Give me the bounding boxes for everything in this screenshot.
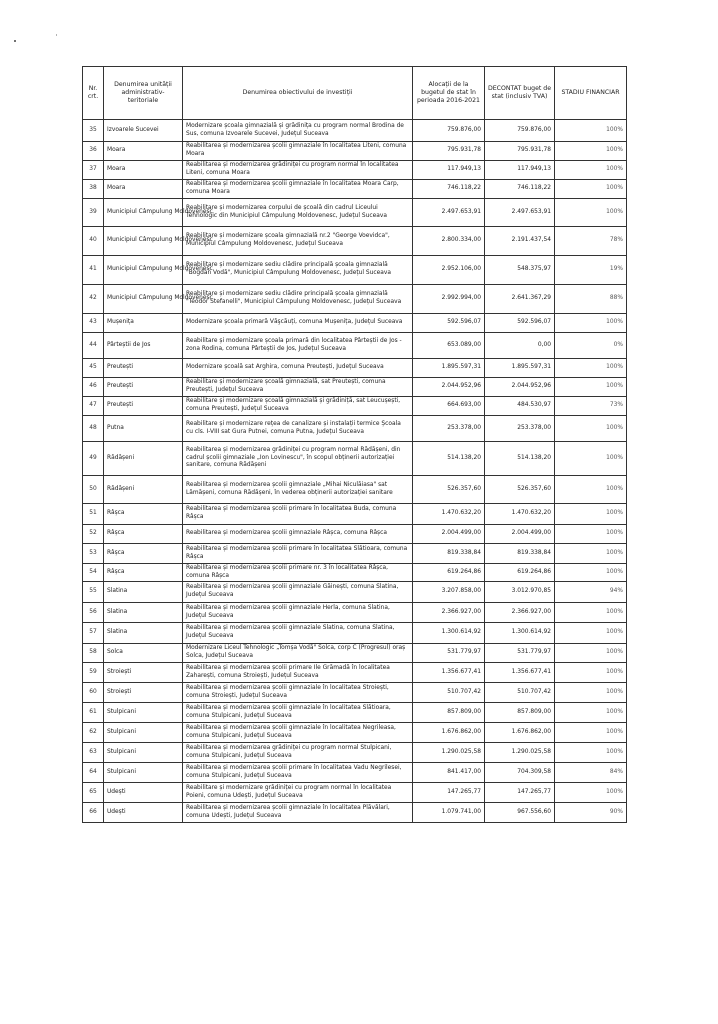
table-row bbox=[83, 763, 627, 783]
row-stadiu: 0% bbox=[555, 333, 627, 359]
row-alocatii: 3.207.858,00 bbox=[413, 582, 485, 603]
row-alocatii: 759.876,00 bbox=[413, 120, 485, 142]
row-uat: Slatina bbox=[104, 623, 183, 644]
row-stadiu: 100% bbox=[555, 142, 627, 161]
row-alocatii: 2.952.106,00 bbox=[413, 256, 485, 285]
row-uat: Pârteștii de Jos bbox=[104, 333, 183, 359]
row-obiectiv: Reabilitarea și modernizarea școlii gimnaziale Râșca, comuna Râșca bbox=[183, 525, 413, 544]
row-decontat: 531.779,97 bbox=[485, 644, 555, 663]
table-row bbox=[83, 743, 627, 763]
row-decontat: 2.191.437,54 bbox=[485, 227, 555, 256]
row-decontat: 2.004.499,00 bbox=[485, 525, 555, 544]
row-decontat: 1.470.632,20 bbox=[485, 504, 555, 525]
row-decontat: 2.497.653,91 bbox=[485, 199, 555, 227]
row-uat: Municipiul Câmpulung Moldovenesc bbox=[104, 199, 183, 227]
row-nr: 56 bbox=[83, 603, 104, 623]
row-alocatii: 1.470.632,20 bbox=[413, 504, 485, 525]
table-row bbox=[83, 582, 627, 603]
table-row bbox=[83, 603, 627, 623]
row-alocatii: 1.895.597,31 bbox=[413, 359, 485, 378]
row-alocatii: 514.138,20 bbox=[413, 442, 485, 476]
row-obiectiv: Reabilitarea și modernizarea școlii gimnaziale în localitatea Slătioara, comuna Stulpicani, Județul Suceava bbox=[183, 703, 413, 723]
row-alocatii: 1.356.677,41 bbox=[413, 663, 485, 683]
row-nr: 35 bbox=[83, 120, 104, 142]
row-decontat: 592.596,07 bbox=[485, 314, 555, 333]
table-row bbox=[83, 442, 627, 476]
row-stadiu: 90% bbox=[555, 803, 627, 823]
row-stadiu: 88% bbox=[555, 285, 627, 314]
row-decontat: 2.044.952,96 bbox=[485, 378, 555, 397]
row-alocatii: 253.378,00 bbox=[413, 416, 485, 442]
row-nr: 46 bbox=[83, 378, 104, 397]
row-nr: 39 bbox=[83, 199, 104, 227]
table-row bbox=[83, 683, 627, 703]
row-decontat: 147.265,77 bbox=[485, 783, 555, 803]
row-stadiu: 100% bbox=[555, 644, 627, 663]
row-decontat: 759.876,00 bbox=[485, 120, 555, 142]
row-alocatii: 746.118,22 bbox=[413, 180, 485, 199]
row-alocatii: 653.089,00 bbox=[413, 333, 485, 359]
table-row bbox=[83, 544, 627, 564]
row-alocatii: 1.676.862,00 bbox=[413, 723, 485, 743]
row-obiectiv: Reabilitare și modernizarea corpului de școală din cadrul Liceului Tehnologic din Municipiul Câmpulung Moldovenesc, Județul Suceava bbox=[183, 199, 413, 227]
row-obiectiv: Modernizare Liceul Tehnologic „Tomșa Vodă" Solca, corp C (Progresul) oraș Solca, Județul Suceava bbox=[183, 644, 413, 663]
row-decontat: 1.290.025,58 bbox=[485, 743, 555, 763]
row-alocatii: 795.931,78 bbox=[413, 142, 485, 161]
row-obiectiv: Reabilitarea și modernizarea grădiniței cu program normal în localitatea Liteni, comuna Moara bbox=[183, 161, 413, 180]
row-uat: Municipiul Câmpulung Moldovenesc bbox=[104, 227, 183, 256]
table-row bbox=[83, 180, 627, 199]
row-decontat: 746.118,22 bbox=[485, 180, 555, 199]
row-nr: 65 bbox=[83, 783, 104, 803]
row-uat: Municipiul Câmpulung Moldovenesc bbox=[104, 285, 183, 314]
row-nr: 63 bbox=[83, 743, 104, 763]
row-alocatii: 2.044.952,96 bbox=[413, 378, 485, 397]
row-nr: 37 bbox=[83, 161, 104, 180]
row-obiectiv: Reabilitarea și modernizarea școlii primare nr. 3 în localitatea Râșca, comuna Râșca bbox=[183, 564, 413, 582]
row-decontat: 2.641.367,29 bbox=[485, 285, 555, 314]
row-nr: 58 bbox=[83, 644, 104, 663]
row-alocatii: 1.079.741,00 bbox=[413, 803, 485, 823]
row-alocatii: 664.693,00 bbox=[413, 397, 485, 416]
header-nr: Nr. crt. bbox=[83, 67, 104, 120]
row-uat: Preutești bbox=[104, 397, 183, 416]
row-uat: Slatina bbox=[104, 582, 183, 603]
row-stadiu: 100% bbox=[555, 683, 627, 703]
row-decontat: 3.012.970,85 bbox=[485, 582, 555, 603]
table-row bbox=[83, 564, 627, 582]
row-obiectiv: Modernizare școala gimnazială și grădinița cu program normal Brodina de Sus, comuna Izvoarele Sucevei, Județul Suceava bbox=[183, 120, 413, 142]
row-stadiu: 19% bbox=[555, 256, 627, 285]
row-stadiu: 100% bbox=[555, 442, 627, 476]
row-obiectiv: Reabilitare și modernizare școala primară din localitatea Pârteștii de Jos - zona Rodina, comuna Pârteștii de Jos, Județul Suceava bbox=[183, 333, 413, 359]
table-row bbox=[83, 416, 627, 442]
row-stadiu: 100% bbox=[555, 416, 627, 442]
table-row bbox=[83, 227, 627, 256]
row-decontat: 1.676.862,00 bbox=[485, 723, 555, 743]
table-row bbox=[83, 723, 627, 743]
row-stadiu: 100% bbox=[555, 359, 627, 378]
row-uat: Stulpicani bbox=[104, 743, 183, 763]
row-nr: 60 bbox=[83, 683, 104, 703]
row-decontat: 795.931,78 bbox=[485, 142, 555, 161]
table-row bbox=[83, 161, 627, 180]
row-nr: 45 bbox=[83, 359, 104, 378]
row-alocatii: 147.265,77 bbox=[413, 783, 485, 803]
row-nr: 62 bbox=[83, 723, 104, 743]
header-decontat: DECONTAT buget de stat (inclusiv TVA) bbox=[485, 67, 555, 120]
row-decontat: 704.309,58 bbox=[485, 763, 555, 783]
row-stadiu: 100% bbox=[555, 378, 627, 397]
row-obiectiv: Reabilitarea și modernizarea școlii gimnaziale în localitatea Stroiești, comuna Stroiești, Județul Suceava bbox=[183, 683, 413, 703]
header-alocatii: Alocații de la bugetul de stat în perioada 2016-2021 bbox=[413, 67, 485, 120]
row-stadiu: 100% bbox=[555, 161, 627, 180]
row-stadiu: 84% bbox=[555, 763, 627, 783]
row-alocatii: 2.366.927,00 bbox=[413, 603, 485, 623]
scan-speck bbox=[14, 40, 16, 42]
row-stadiu: 100% bbox=[555, 544, 627, 564]
row-uat: Putna bbox=[104, 416, 183, 442]
row-stadiu: 100% bbox=[555, 120, 627, 142]
row-obiectiv: Reabilitare și modernizare sediu clădire principală școala gimnazială "Teodor Stefanelli", Municipiul Câmpulung Moldovenesc, Județul Suceava bbox=[183, 285, 413, 314]
row-obiectiv: Modernizare școala primară Văşcăuți, comuna Mușenița, Județul Suceava bbox=[183, 314, 413, 333]
row-decontat: 484.530,97 bbox=[485, 397, 555, 416]
row-decontat: 0,00 bbox=[485, 333, 555, 359]
table-header-row bbox=[83, 67, 627, 120]
row-decontat: 514.138,20 bbox=[485, 442, 555, 476]
table-row bbox=[83, 803, 627, 823]
row-uat: Moara bbox=[104, 142, 183, 161]
row-alocatii: 510.707,42 bbox=[413, 683, 485, 703]
row-stadiu: 100% bbox=[555, 603, 627, 623]
row-uat: Râșca bbox=[104, 564, 183, 582]
row-uat: Râșca bbox=[104, 544, 183, 564]
row-nr: 38 bbox=[83, 180, 104, 199]
row-obiectiv: Reabilitarea și modernizarea grădiniței cu program normal Stulpicani, comuna Stulpicani, Județul Suceava bbox=[183, 743, 413, 763]
table-row bbox=[83, 120, 627, 142]
table-row bbox=[83, 476, 627, 504]
row-decontat: 619.264,86 bbox=[485, 564, 555, 582]
row-alocatii: 2.800.334,00 bbox=[413, 227, 485, 256]
row-nr: 47 bbox=[83, 397, 104, 416]
table-row bbox=[83, 397, 627, 416]
row-obiectiv: Reabilitarea și modernizarea școlii primare în localitatea Vadu Negrilesei, comuna Stulpicani, Județul Suceava bbox=[183, 763, 413, 783]
row-decontat: 857.809,00 bbox=[485, 703, 555, 723]
row-obiectiv: Reabilitarea și modernizarea grădiniței cu program normal Rădășeni, din cadrul școlii gimnaziale „Ion Lovinescu", în scopul obținerii autorizației sanitare, comuna Rădășeni bbox=[183, 442, 413, 476]
row-obiectiv: Reabilitarea și modernizarea școlii gimnaziale în localitatea Plăvălari, comuna Udești, Județul Suceava bbox=[183, 803, 413, 823]
row-nr: 49 bbox=[83, 442, 104, 476]
row-alocatii: 841.417,00 bbox=[413, 763, 485, 783]
row-uat: Stroiești bbox=[104, 663, 183, 683]
header-obiectiv: Denumirea obiectivului de investiții bbox=[183, 67, 413, 120]
row-uat: Rădășeni bbox=[104, 476, 183, 504]
row-decontat: 2.366.927,00 bbox=[485, 603, 555, 623]
table-row bbox=[83, 142, 627, 161]
row-stadiu: 100% bbox=[555, 504, 627, 525]
row-decontat: 1.300.614,92 bbox=[485, 623, 555, 644]
row-nr: 57 bbox=[83, 623, 104, 644]
row-decontat: 548.375,97 bbox=[485, 256, 555, 285]
row-stadiu: 100% bbox=[555, 663, 627, 683]
row-nr: 51 bbox=[83, 504, 104, 525]
row-obiectiv: Reabilitarea și modernizarea școlii gimnaziale „Mihai Niculăiasa" sat Lămășeni, comuna Rădășeni, în vederea obținerii autorizației sanitare bbox=[183, 476, 413, 504]
row-obiectiv: Reabilitare și modernizare școala gimnazială nr.2 "George Voevidca", Municipiul Câmpulung Moldovenesc, Județul Suceava bbox=[183, 227, 413, 256]
row-alocatii: 1.300.614,92 bbox=[413, 623, 485, 644]
row-uat: Râșca bbox=[104, 504, 183, 525]
row-uat: Rădășeni bbox=[104, 442, 183, 476]
row-nr: 64 bbox=[83, 763, 104, 783]
row-uat: Moara bbox=[104, 180, 183, 199]
row-obiectiv: Reabilitarea și modernizarea școlii gimnaziale în localitatea Negrileasa, comuna Stulpicani, Județul Suceava bbox=[183, 723, 413, 743]
row-stadiu: 100% bbox=[555, 199, 627, 227]
row-nr: 61 bbox=[83, 703, 104, 723]
row-uat: Izvoarele Sucevei bbox=[104, 120, 183, 142]
row-decontat: 117.949,13 bbox=[485, 161, 555, 180]
row-stadiu: 100% bbox=[555, 525, 627, 544]
row-nr: 48 bbox=[83, 416, 104, 442]
table-row bbox=[83, 504, 627, 525]
row-obiectiv: Reabilitare și modernizare grădiniței cu program normal în localitatea Poieni, comuna Udești, Județul Suceava bbox=[183, 783, 413, 803]
row-uat: Municipiul Câmpulung Moldovenesc bbox=[104, 256, 183, 285]
table-row bbox=[83, 378, 627, 397]
row-stadiu: 73% bbox=[555, 397, 627, 416]
row-decontat: 253.378,00 bbox=[485, 416, 555, 442]
row-alocatii: 857.809,00 bbox=[413, 703, 485, 723]
row-stadiu: 100% bbox=[555, 314, 627, 333]
row-obiectiv: Reabilitarea și modernizarea școlii gimnaziale Găinești, comuna Slatina, Județul Suceava bbox=[183, 582, 413, 603]
row-nr: 41 bbox=[83, 256, 104, 285]
row-nr: 53 bbox=[83, 544, 104, 564]
table-row bbox=[83, 525, 627, 544]
row-decontat: 1.895.597,31 bbox=[485, 359, 555, 378]
row-nr: 55 bbox=[83, 582, 104, 603]
scan-speck bbox=[56, 34, 57, 36]
row-uat: Slatina bbox=[104, 603, 183, 623]
row-alocatii: 117.949,13 bbox=[413, 161, 485, 180]
row-uat: Stulpicani bbox=[104, 723, 183, 743]
row-nr: 54 bbox=[83, 564, 104, 582]
row-alocatii: 619.264,86 bbox=[413, 564, 485, 582]
table-row bbox=[83, 783, 627, 803]
investment-table bbox=[82, 66, 627, 823]
row-alocatii: 819.338,84 bbox=[413, 544, 485, 564]
row-uat: Râșca bbox=[104, 525, 183, 544]
row-stadiu: 100% bbox=[555, 180, 627, 199]
row-uat: Stulpicani bbox=[104, 763, 183, 783]
table-row bbox=[83, 644, 627, 663]
row-uat: Preutești bbox=[104, 378, 183, 397]
row-stadiu: 94% bbox=[555, 582, 627, 603]
table-row bbox=[83, 199, 627, 227]
row-decontat: 510.707,42 bbox=[485, 683, 555, 703]
table-row bbox=[83, 333, 627, 359]
row-alocatii: 531.779,97 bbox=[413, 644, 485, 663]
row-uat: Moara bbox=[104, 161, 183, 180]
row-obiectiv: Modernizare școală sat Arghira, comuna Preutești, Județul Suceava bbox=[183, 359, 413, 378]
row-alocatii: 526.357,60 bbox=[413, 476, 485, 504]
row-alocatii: 592.596,07 bbox=[413, 314, 485, 333]
row-alocatii: 2.992.994,00 bbox=[413, 285, 485, 314]
table-body bbox=[83, 120, 627, 823]
row-obiectiv: Reabilitarea și modernizarea școlii gimnaziale în localitatea Moara Carp, comuna Moara bbox=[183, 180, 413, 199]
row-obiectiv: Reabilitare și modernizare școală gimnazială, sat Preutești, comuna Preutești, Județul Suceava bbox=[183, 378, 413, 397]
row-obiectiv: Reabilitare și modernizare rețea de canalizare și instalații termice Școala cu cls. I-VIII sat Gura Putnei, comuna Putna, Județul Suceava bbox=[183, 416, 413, 442]
row-stadiu: 100% bbox=[555, 564, 627, 582]
table-row bbox=[83, 623, 627, 644]
header-uat: Denumirea unității administrativ-teritoriale bbox=[104, 67, 183, 120]
table-row bbox=[83, 285, 627, 314]
row-stadiu: 100% bbox=[555, 623, 627, 644]
row-decontat: 1.356.677,41 bbox=[485, 663, 555, 683]
row-decontat: 819.338,84 bbox=[485, 544, 555, 564]
row-uat: Preutești bbox=[104, 359, 183, 378]
row-uat: Solca bbox=[104, 644, 183, 663]
row-decontat: 967.556,60 bbox=[485, 803, 555, 823]
row-alocatii: 1.290.025,58 bbox=[413, 743, 485, 763]
table-row bbox=[83, 703, 627, 723]
row-obiectiv: Reabilitarea și modernizarea școlii gimnaziale Slatina, comuna Slatina, Județul Suceava bbox=[183, 623, 413, 644]
row-nr: 66 bbox=[83, 803, 104, 823]
row-nr: 42 bbox=[83, 285, 104, 314]
row-stadiu: 100% bbox=[555, 723, 627, 743]
row-uat: Stroiești bbox=[104, 683, 183, 703]
row-obiectiv: Reabilitare și modernizare școală gimnazială și grădiniță, sat Leucușești, comuna Preutești, Județul Suceava bbox=[183, 397, 413, 416]
row-nr: 52 bbox=[83, 525, 104, 544]
row-nr: 43 bbox=[83, 314, 104, 333]
row-stadiu: 100% bbox=[555, 783, 627, 803]
row-uat: Udești bbox=[104, 803, 183, 823]
row-stadiu: 100% bbox=[555, 703, 627, 723]
row-obiectiv: Reabilitarea și modernizarea școlii primare în localitatea Buda, comuna Râșca bbox=[183, 504, 413, 525]
row-alocatii: 2.497.653,91 bbox=[413, 199, 485, 227]
row-obiectiv: Reabilitarea și modernizarea școlii gimnaziale Herla, comuna Slatina, Județul Suceava bbox=[183, 603, 413, 623]
row-obiectiv: Reabilitarea și modernizarea școlii primare în localitatea Slătioara, comuna Râșca bbox=[183, 544, 413, 564]
row-uat: Stulpicani bbox=[104, 703, 183, 723]
row-nr: 36 bbox=[83, 142, 104, 161]
table-row bbox=[83, 314, 627, 333]
row-nr: 40 bbox=[83, 227, 104, 256]
row-uat: Udești bbox=[104, 783, 183, 803]
table-row bbox=[83, 256, 627, 285]
row-obiectiv: Reabilitare și modernizare sediu clădire principală școala gimnazială "Bogdan Vodă", Municipiul Câmpulung Moldovenesc, Județul Suceava bbox=[183, 256, 413, 285]
row-stadiu: 78% bbox=[555, 227, 627, 256]
header-stadiu: STADIU FINANCIAR bbox=[555, 67, 627, 120]
row-nr: 44 bbox=[83, 333, 104, 359]
row-obiectiv: Reabilitarea și modernizarea școlii gimnaziale în localitatea Liteni, comuna Moara bbox=[183, 142, 413, 161]
row-alocatii: 2.004.499,00 bbox=[413, 525, 485, 544]
row-obiectiv: Reabilitarea și modernizarea școlii primare Ile Grămadă în localitatea Zaharești, comuna Stroiești, Județul Suceava bbox=[183, 663, 413, 683]
row-uat: Mușenița bbox=[104, 314, 183, 333]
row-decontat: 526.357,60 bbox=[485, 476, 555, 504]
row-stadiu: 100% bbox=[555, 743, 627, 763]
row-stadiu: 100% bbox=[555, 476, 627, 504]
row-nr: 59 bbox=[83, 663, 104, 683]
table-row bbox=[83, 359, 627, 378]
table-row bbox=[83, 663, 627, 683]
row-nr: 50 bbox=[83, 476, 104, 504]
